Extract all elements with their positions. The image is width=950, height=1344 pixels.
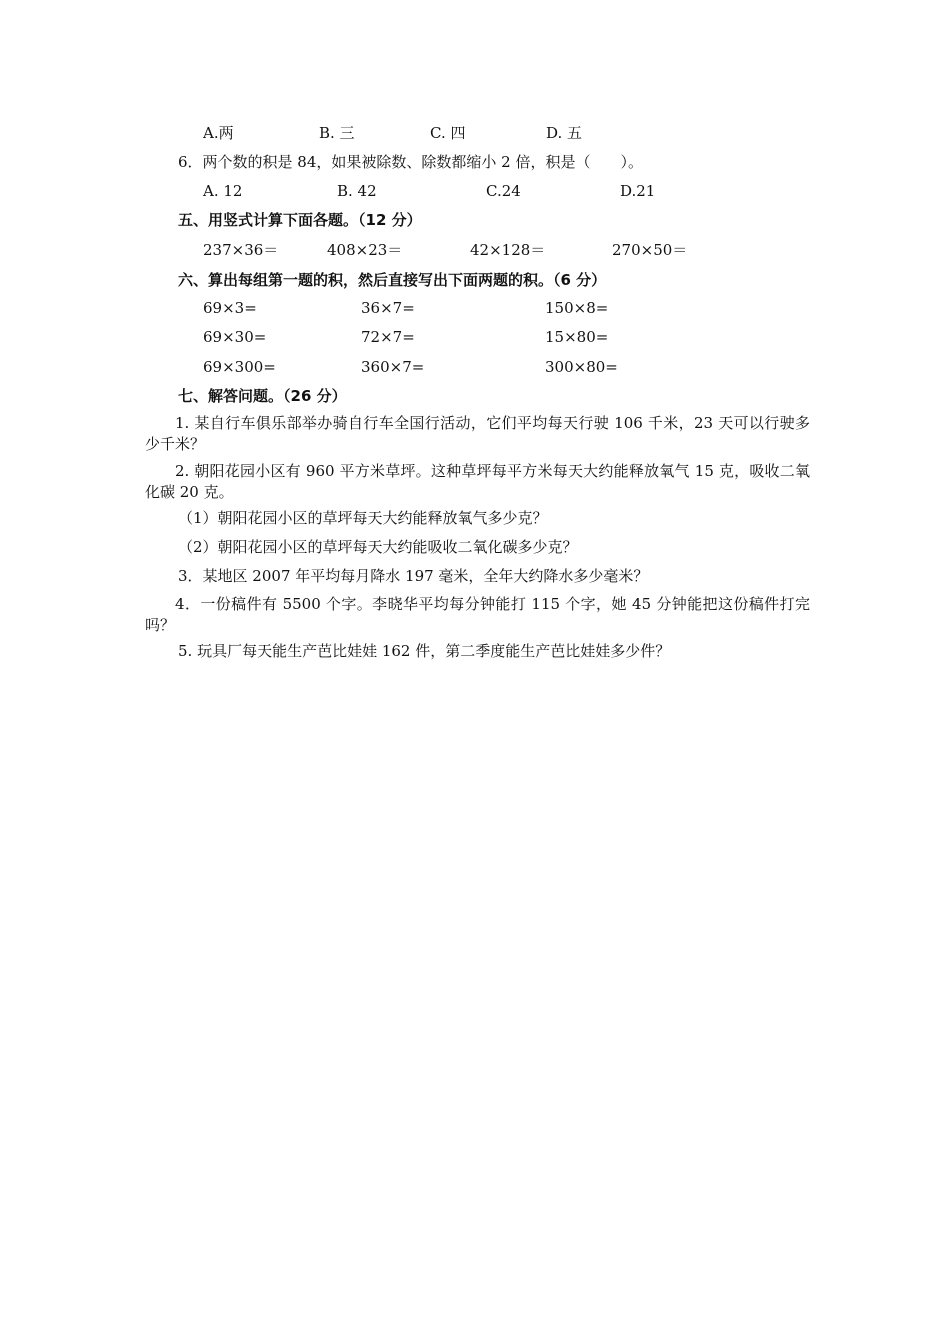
section6-row2-col2: 72×7=: [361, 328, 415, 346]
problem-2-part-1: （1）朝阳花园小区的草坪每天大约能释放氧气多少克？: [178, 509, 548, 527]
section6-row1-col3: 150×8=: [545, 299, 609, 317]
q5-option-c: C. 四: [430, 124, 466, 142]
section6-row1-col1: 69×3=: [203, 299, 257, 317]
q6-option-a: A. 12: [203, 182, 243, 200]
section5-title: 五、用竖式计算下面各题。（12 分）: [178, 211, 422, 229]
problem-3: 3．某地区 2007 年平均每月降水 197 毫米，全年大约降水多少毫米？: [178, 567, 649, 585]
problem-2: 2. 朝阳花园小区有 960 平方米草坪。这种草坪每平方米每天大约能释放氧气 15 克，吸收二氧化碳 20 克。: [145, 462, 810, 501]
section6-row3-col3: 300×80=: [545, 358, 618, 376]
q5-option-d: D. 五: [546, 124, 583, 142]
q5-option-b: B. 三: [319, 124, 355, 142]
q6-option-d: D.21: [620, 182, 656, 200]
section6-row2-col1: 69×30=: [203, 328, 267, 346]
problem-1: 1. 某自行车俱乐部举办骑自行车全国行活动，它们平均每天行驶 106 千米，23 天可以行驶多少千米？: [145, 414, 810, 453]
problem-5: 5. 玩具厂每天能生产芭比娃娃 162 件，第二季度能生产芭比娃娃多少件？: [178, 642, 671, 660]
section6-row2-col3: 15×80=: [545, 328, 609, 346]
section5-item-2: 408×23＝: [327, 241, 403, 259]
section5-item-4: 270×50＝: [612, 241, 688, 259]
q5-option-a: A.两: [203, 124, 234, 142]
q6-option-b: B. 42: [337, 182, 377, 200]
section7-title: 七、解答问题。（26 分）: [178, 387, 347, 405]
section6-row1-col2: 36×7=: [361, 299, 415, 317]
section6-title: 六、算出每组第一题的积，然后直接写出下面两题的积。（6 分）: [178, 271, 607, 289]
problem-2-part-2: （2）朝阳花园小区的草坪每天大约能吸收二氧化碳多少克？: [178, 538, 578, 556]
section5-item-3: 42×128＝: [470, 241, 546, 259]
problem-4: 4．一份稿件有 5500 个字。李晓华平均每分钟能打 115 个字，她 45 分钟能把这份稿件打完吗？: [145, 595, 810, 634]
section5-item-1: 237×36＝: [203, 241, 279, 259]
q6-question: 6．两个数的积是 84，如果被除数、除数都缩小 2 倍，积是（ ）。: [178, 153, 643, 171]
section6-row3-col1: 69×300=: [203, 358, 276, 376]
section6-row3-col2: 360×7=: [361, 358, 425, 376]
q6-option-c: C.24: [486, 182, 521, 200]
